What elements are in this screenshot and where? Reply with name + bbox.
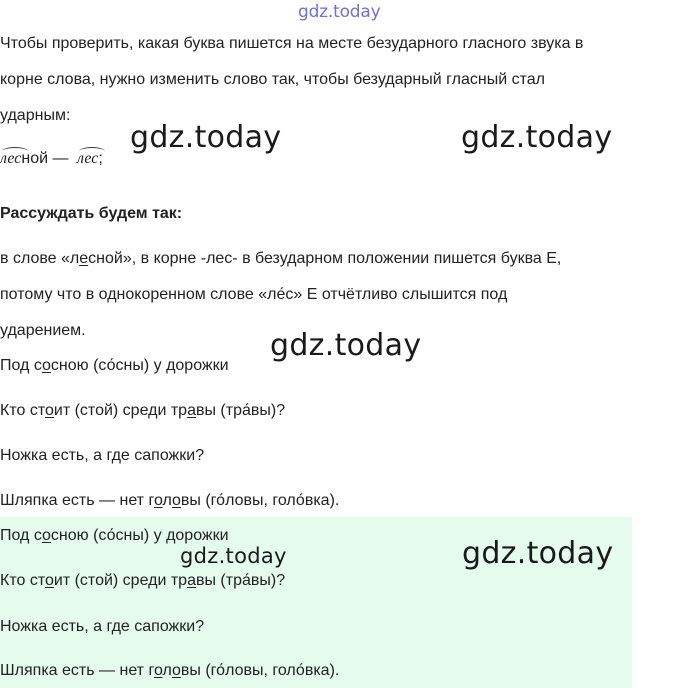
root-arc-icon [79,147,105,156]
watermark: gdz.today [270,328,422,363]
poem-line-3: Ножка есть, а где сапожки? [0,447,205,464]
root-1: лес [0,150,22,167]
reasoning-title: Рассуждать будем так: [0,205,183,222]
root-example [0,150,103,168]
answer-line-2: Кто стоит (стой) среди травы (тра́вы)? [0,572,286,589]
site-logo: gdz.today [298,2,381,22]
watermark: gdz.today [180,544,287,568]
ending-2: ; [98,150,103,167]
poem-line-2: Кто стоит (стой) среди травы (тра́вы)? [0,402,286,419]
answer-line-3: Ножка есть, а где сапожки? [0,618,205,635]
root-mark-2 [77,150,98,168]
rule-line-1: Чтобы проверить, какая буква пишется на месте безударного гласного звука в [0,35,584,52]
reasoning-line-3: ударением. [0,322,86,339]
poem-line-1: Под сосною (со́сны) у дорожки [0,357,229,374]
root-2: лес [76,150,99,167]
watermark: gdz.today [130,120,282,155]
root-arc-icon [2,147,28,156]
watermark: gdz.today [461,120,613,155]
rule-line-3: ударным: [0,107,71,124]
answer-line-4: Шляпка есть — нет головы (го́ловы, голо́вка). [0,662,340,679]
reasoning-text: сной», в корне -лес- в безударном положении пишется буква Е, [88,250,562,267]
reasoning-text: в слове «л [0,250,80,267]
reasoning-line-2: потому что в однокоренном слове «ле́с» Е отчётливо слышится под [0,286,508,303]
answer-line-1: Под сосною (со́сны) у дорожки [0,527,229,544]
poem-line-4: Шляпка есть — нет головы (го́ловы, голо́вка). [0,492,340,509]
rule-line-2: корне слова, нужно изменить слово так, чтобы безударный гласный стал [0,71,545,88]
ending-1: ной — [21,150,69,167]
root-mark-1 [0,150,21,168]
underlined-letter: е [79,250,89,267]
watermark: gdz.today [462,536,614,571]
reasoning-line-1 [0,250,561,268]
